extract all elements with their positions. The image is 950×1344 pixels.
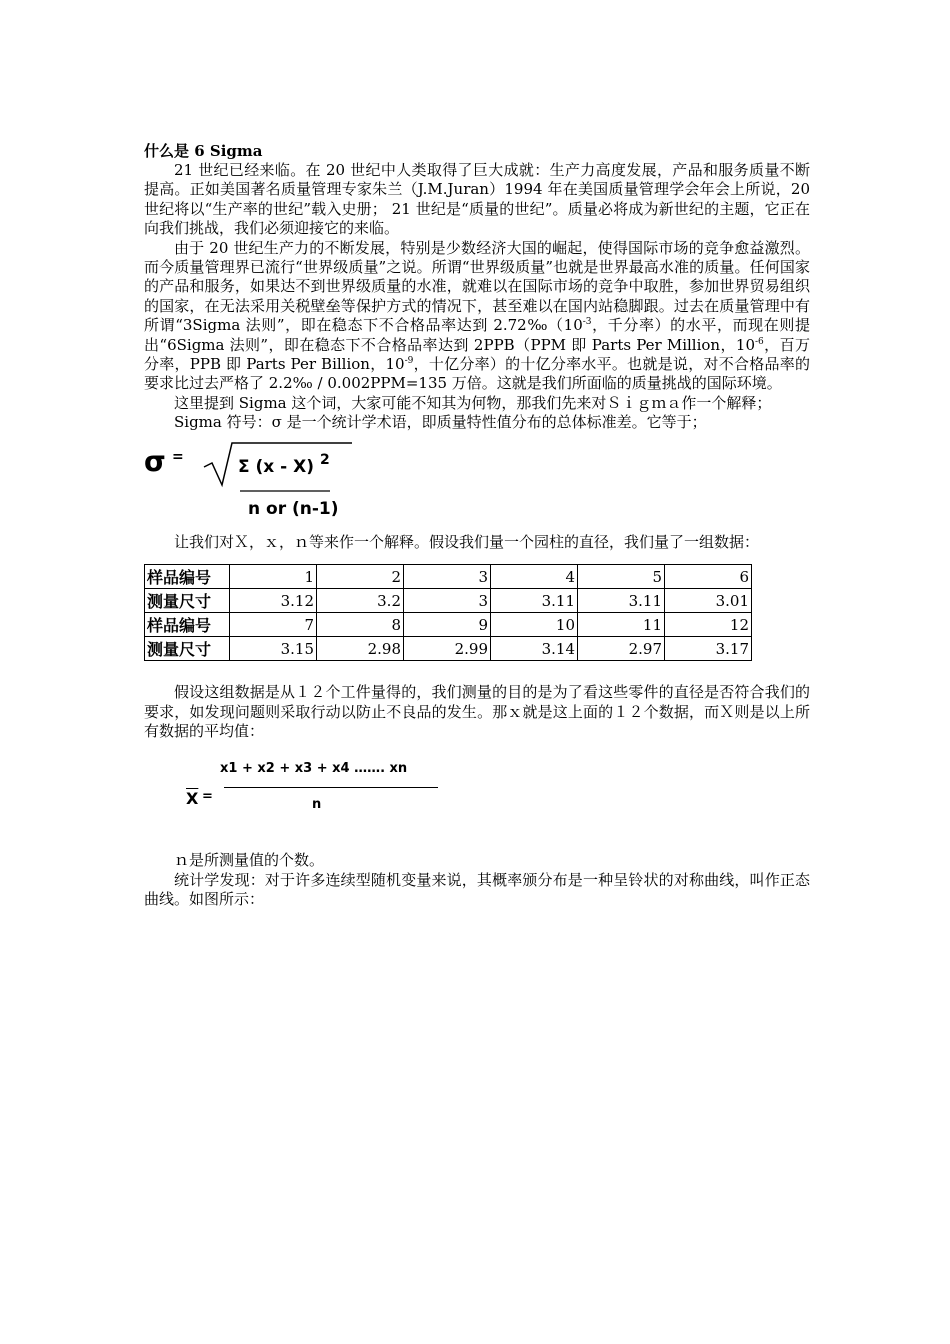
table-cell: 3.11 <box>578 589 665 613</box>
p2-text-a: 由于 20 世纪生产力的不断发展，特别是少数经济大国的崛起，使得国际市场的竞争愈益激烈。而今质量管理界已流行“世界级质量”之说。所谓“世界级质量”也就是世界最高水准的质量。任何国家的产品和服务，如果达不到世界级质量的水准，就难以在国际市场的竞争中取胜，参加世界贸易组织的国家，在无法采用关税壁垒等保护方式的情况下，甚至难以在国内站稳脚跟。过去在质量管理中有所谓“3Sigma 法则”，即在稳态下不合格品率达到 2.72‰（10 <box>144 238 810 335</box>
table-cell: 12 <box>665 613 752 637</box>
p2-text-d: ，十亿分率）的十亿分率水平。也就是说，对不合格品率的要求比过去严格了 2.2‰ / 0.002PPM=135 万倍。这就是我们所面临的质量挑战的国际环境。 <box>144 355 810 393</box>
paragraph-world-class-quality <box>144 239 810 394</box>
p2-sup-2: -6 <box>754 336 764 347</box>
paragraph-n-definition: ｎ是所测量值的个数。 <box>174 851 325 870</box>
paragraph-sigma-intro: 这里提到 Sigma 这个词，大家可能不知其为何物，那我们先来对Ｓｉｇｍａ作一个解释； <box>174 393 772 412</box>
table-cell: 5 <box>578 565 665 589</box>
table-cell: 9 <box>404 613 491 637</box>
row-label: 测量尺寸 <box>145 637 230 661</box>
sigma-formula <box>144 441 810 533</box>
p2-sup-3: -9 <box>404 356 414 367</box>
table-cell: 2.97 <box>578 637 665 661</box>
formula-exponent: 2 <box>319 451 330 468</box>
table-row <box>145 589 752 613</box>
measurement-table-body <box>145 565 752 661</box>
table-cell: 4 <box>491 565 578 589</box>
measurement-table <box>144 564 752 661</box>
p2-sup-1: -3 <box>582 317 592 328</box>
formula-equals: = <box>172 448 184 465</box>
fraction-bar <box>224 787 438 788</box>
row-label: 测量尺寸 <box>145 589 230 613</box>
table-cell: 3.15 <box>230 637 317 661</box>
table-cell: 3.2 <box>317 589 404 613</box>
mean-denominator: n <box>312 797 322 813</box>
paragraph-intro: 21 世纪已经来临。在 20 世纪中人类取得了巨大成就：生产力高度发展，产品和服务质量不断提高。正如美国著名质量管理专家朱兰（J.M.Juran）1994 年在美国质量管理学会年会上所说，20 世纪将以“生产率的世纪”载入史册； 21 世纪是“质量的世纪”。质量必将成为新世纪的主题，它正在向我们挑战，我们必须迎接它的来临。 <box>144 161 810 238</box>
p2-text-c: ，百万分率，PPB 即 Parts Per Billion，10 <box>144 335 810 374</box>
row-label: 样品编号 <box>145 613 230 637</box>
paragraph-sigma-symbol: Sigma 符号：σ 是一个统计学术语，即质量特性值分布的总体标准差。它等于； <box>174 413 707 432</box>
document-body <box>144 141 810 910</box>
mean-equals: = <box>202 789 213 805</box>
table-cell: 2.99 <box>404 637 491 661</box>
table-cell: 3.12 <box>230 589 317 613</box>
paragraph-measurement-purpose: 假设这组数据是从１２个工件量得的，我们测量的目的是为了看这些零件的直径是否符合我们的要求，如发现问题则采取行动以防止不良品的发生。那ｘ就是这上面的１２个数据，而Ｘ则是以上所有数据的平均值： <box>144 683 810 740</box>
table-cell: 8 <box>317 613 404 637</box>
formula-sigma-symbol: σ <box>144 444 166 478</box>
row-label: 样品编号 <box>145 565 230 589</box>
table-cell: 1 <box>230 565 317 589</box>
table-cell: 3.17 <box>665 637 752 661</box>
table-cell: 2.98 <box>317 637 404 661</box>
formula-numerator <box>238 451 330 477</box>
mean-symbol: $\overline{X}$ <box>186 789 199 809</box>
formula-numerator-text: Σ (x - X) <box>238 456 315 477</box>
table-cell: 2 <box>317 565 404 589</box>
table-cell: 3.01 <box>665 589 752 613</box>
formula-denominator: n or (n-1) <box>248 498 339 519</box>
table-cell: 3.14 <box>491 637 578 661</box>
table-row <box>145 637 752 661</box>
table-cell: 11 <box>578 613 665 637</box>
table-cell: 7 <box>230 613 317 637</box>
doc-title: 什么是 6 Sigma <box>144 142 263 160</box>
paragraph-explain-variables: 让我们对Ｘ，ｘ，ｎ等来作一个解释。假设我们量一个园柱的直径，我们量了一组数据： <box>174 532 760 551</box>
table-cell: 3.11 <box>491 589 578 613</box>
paragraph-normal-curve: 统计学发现：对于许多连续型随机变量来说，其概率颁分布是一种呈铃状的对称曲线，叫作正态曲线。如图所示： <box>144 870 810 909</box>
table-cell: 6 <box>665 565 752 589</box>
p2-text-b: ，千分率）的水平，而现在则提出“6Sigma 法则”，即在稳态下不合格品率达到 2PPB（PPM 即 Parts Per Million，10 <box>144 316 810 354</box>
table-cell: 10 <box>491 613 578 637</box>
table-cell: 3 <box>404 565 491 589</box>
table-cell: 3 <box>404 589 491 613</box>
mean-numerator: x1 + x2 + x3 + x4 ……. xn <box>220 761 408 777</box>
table-row <box>145 565 752 589</box>
mean-formula <box>144 755 810 845</box>
table-row <box>145 613 752 637</box>
